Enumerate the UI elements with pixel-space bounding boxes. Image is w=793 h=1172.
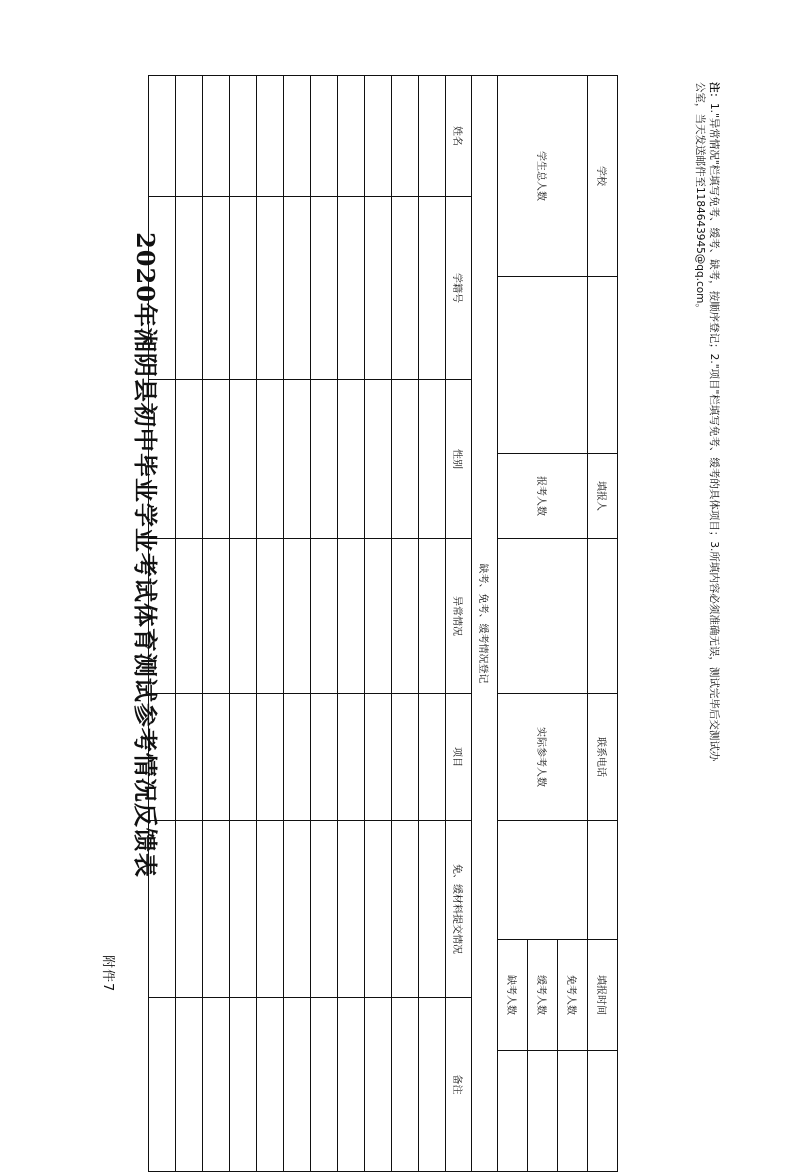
remarks-cell[interactable]: [203, 998, 230, 1172]
student-id-cell[interactable]: [392, 197, 419, 380]
student-id-cell[interactable]: [419, 197, 446, 380]
gender-cell[interactable]: [392, 380, 419, 539]
abnormal-cell[interactable]: [230, 539, 257, 694]
exempt-count-label: 免考人数: [558, 940, 588, 1051]
remarks-cell[interactable]: [419, 998, 446, 1172]
remarks-cell[interactable]: [230, 998, 257, 1172]
materials-cell[interactable]: [419, 821, 446, 998]
attachment-label: 附件7: [100, 955, 115, 993]
col-gender: 性别: [446, 380, 472, 539]
student-id-cell[interactable]: [149, 197, 176, 380]
footnote: [693, 82, 721, 1072]
abnormal-cell[interactable]: [284, 539, 311, 694]
abnormal-cell[interactable]: [176, 539, 203, 694]
abnormal-cell[interactable]: [203, 539, 230, 694]
feedback-form-table: [148, 75, 618, 1172]
item-cell[interactable]: [311, 694, 338, 821]
student-id-cell[interactable]: [284, 197, 311, 380]
footnote-line-2: 公室，当天发送邮件至1184643945@qq.com。: [694, 82, 706, 314]
reporter-value[interactable]: [588, 539, 618, 694]
col-materials: 免、缓材料提交情况: [446, 821, 472, 998]
remarks-cell[interactable]: [257, 998, 284, 1172]
materials-cell[interactable]: [392, 821, 419, 998]
item-cell[interactable]: [365, 694, 392, 821]
abnormal-cell[interactable]: [365, 539, 392, 694]
gender-cell[interactable]: [230, 380, 257, 539]
materials-cell[interactable]: [338, 821, 365, 998]
name-cell[interactable]: [419, 76, 446, 197]
gender-cell[interactable]: [338, 380, 365, 539]
remarks-cell[interactable]: [365, 998, 392, 1172]
table-row: [230, 76, 257, 1172]
materials-cell[interactable]: [257, 821, 284, 998]
name-cell[interactable]: [176, 76, 203, 197]
item-cell[interactable]: [338, 694, 365, 821]
name-cell[interactable]: [392, 76, 419, 197]
table-row: [203, 76, 230, 1172]
remarks-cell[interactable]: [284, 998, 311, 1172]
footnote-line-1: [707, 82, 721, 1072]
abnormal-cell[interactable]: [392, 539, 419, 694]
table-row: [311, 76, 338, 1172]
materials-cell[interactable]: [230, 821, 257, 998]
table-row: [149, 76, 176, 1172]
reporter-label: 填报人: [588, 454, 618, 539]
total-students-label: 学生总人数: [498, 76, 588, 277]
item-cell[interactable]: [392, 694, 419, 821]
remarks-cell[interactable]: [149, 998, 176, 1172]
student-id-cell[interactable]: [365, 197, 392, 380]
footnote-text-1: 1."异常情况"栏填写免考、缓考、缺考，按顺序登记；2."项目"栏填写免考、缓考的具体项目；3.所填内容必须准确无误，测试完毕后交测试办: [708, 103, 720, 762]
item-cell[interactable]: [203, 694, 230, 821]
student-id-cell[interactable]: [176, 197, 203, 380]
student-id-cell[interactable]: [311, 197, 338, 380]
student-id-cell[interactable]: [203, 197, 230, 380]
materials-cell[interactable]: [311, 821, 338, 998]
materials-cell[interactable]: [365, 821, 392, 998]
name-cell[interactable]: [230, 76, 257, 197]
actual-label: 实际参考人数: [498, 694, 588, 821]
col-name: 姓名: [446, 76, 472, 197]
remarks-cell[interactable]: [392, 998, 419, 1172]
col-student-id: 学籍号: [446, 197, 472, 380]
remarks-cell[interactable]: [338, 998, 365, 1172]
name-cell[interactable]: [203, 76, 230, 197]
table-row: [284, 76, 311, 1172]
table-row: [365, 76, 392, 1172]
materials-cell[interactable]: [284, 821, 311, 998]
name-cell[interactable]: [365, 76, 392, 197]
remarks-cell[interactable]: [176, 998, 203, 1172]
student-id-cell[interactable]: [257, 197, 284, 380]
name-cell[interactable]: [257, 76, 284, 197]
actual-value[interactable]: [498, 821, 588, 940]
gender-cell[interactable]: [311, 380, 338, 539]
col-remarks: 备注: [446, 998, 472, 1172]
gender-cell[interactable]: [176, 380, 203, 539]
name-cell[interactable]: [284, 76, 311, 197]
phone-label: 联系电话: [588, 694, 618, 821]
abnormal-cell[interactable]: [338, 539, 365, 694]
gender-cell[interactable]: [257, 380, 284, 539]
abnormal-cell[interactable]: [149, 539, 176, 694]
deferred-count-label: 缓考人数: [528, 940, 558, 1051]
phone-value[interactable]: [588, 821, 618, 940]
school-value[interactable]: [588, 277, 618, 454]
total-students-value[interactable]: [498, 277, 588, 454]
gender-cell[interactable]: [203, 380, 230, 539]
gender-cell[interactable]: [149, 380, 176, 539]
name-cell[interactable]: [149, 76, 176, 197]
data-rows: [149, 76, 446, 1172]
materials-cell[interactable]: [149, 821, 176, 998]
item-cell[interactable]: [230, 694, 257, 821]
section-title-row: [472, 76, 498, 1172]
header-row-2: [558, 76, 588, 1172]
page-title: 2020年湘阴县初中毕业学业考试体育测试参考情况反馈表: [131, 232, 160, 878]
column-header-row: [446, 76, 472, 1172]
school-label: 学校: [588, 76, 618, 277]
registered-value[interactable]: [498, 539, 588, 694]
table-row: [176, 76, 203, 1172]
deferred-count-value[interactable]: [528, 1051, 558, 1172]
table-row: [392, 76, 419, 1172]
fill-time-value[interactable]: [588, 1051, 618, 1172]
fill-time-label: 填报时间: [588, 940, 618, 1051]
name-cell[interactable]: [311, 76, 338, 197]
item-cell[interactable]: [176, 694, 203, 821]
item-cell[interactable]: [419, 694, 446, 821]
name-cell[interactable]: [338, 76, 365, 197]
gender-cell[interactable]: [365, 380, 392, 539]
materials-cell[interactable]: [203, 821, 230, 998]
student-id-cell[interactable]: [230, 197, 257, 380]
exempt-count-value[interactable]: [558, 1051, 588, 1172]
abnormal-cell[interactable]: [311, 539, 338, 694]
gender-cell[interactable]: [284, 380, 311, 539]
header-row-1: [588, 76, 618, 1172]
table-row: [257, 76, 284, 1172]
col-abnormal: 异常情况: [446, 539, 472, 694]
absent-count-value[interactable]: [498, 1051, 528, 1172]
footnote-prefix: 注：: [708, 82, 720, 103]
item-cell[interactable]: [284, 694, 311, 821]
abnormal-cell[interactable]: [419, 539, 446, 694]
section-title: 缺考、免考、缓考情况登记: [472, 76, 498, 1172]
absent-count-label: 缺考人数: [498, 940, 528, 1051]
remarks-cell[interactable]: [311, 998, 338, 1172]
abnormal-cell[interactable]: [257, 539, 284, 694]
materials-cell[interactable]: [176, 821, 203, 998]
table-row: [338, 76, 365, 1172]
item-cell[interactable]: [149, 694, 176, 821]
table-row: [419, 76, 446, 1172]
gender-cell[interactable]: [419, 380, 446, 539]
student-id-cell[interactable]: [338, 197, 365, 380]
registered-label: 报考人数: [498, 454, 588, 539]
col-item: 项目: [446, 694, 472, 821]
item-cell[interactable]: [257, 694, 284, 821]
